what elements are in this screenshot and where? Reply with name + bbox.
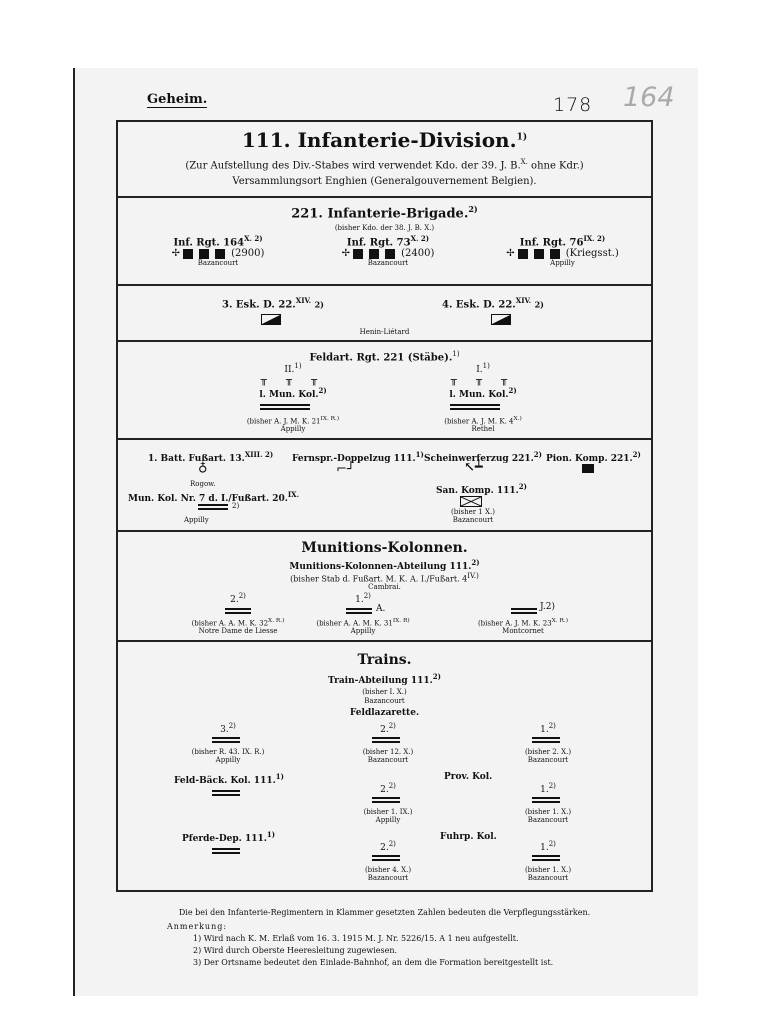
munition-sub2: (bisher Stab d. Fußart. M. K. A. I./Fußart. $4^{IV.)}$ xyxy=(290,572,479,584)
artillery-bisher-II: (bisher A. J. M. K. $21^{IX. R.)}$ Appilly xyxy=(246,416,340,434)
regiment-164: Inf. Rgt. $164^{X. 2)}$ ✢ (2900) Bazancourt xyxy=(171,234,265,268)
fuhr-column-1: 1.$^{2)}$ xyxy=(540,840,556,853)
order-of-battle-frame xyxy=(116,120,653,892)
cavalry-place: Henin-Liétard xyxy=(359,328,410,336)
provision-column-icon xyxy=(372,797,400,803)
munition-column-icon xyxy=(450,404,500,410)
division-line1: (Zur Aufstellung des Div.-Stabes wird verwendet Kdo. der 39. J. B.$^{X.}$ ohne Kdr.) xyxy=(185,158,584,172)
munition-column-2: 2.$^{2)}$ xyxy=(230,592,246,605)
munition-column-J-suffix: J.2) xyxy=(540,602,556,612)
trains-sub1: Train-Abteilung 111.$^{2)}$ xyxy=(328,672,441,686)
transport-column-icon xyxy=(532,855,560,861)
division-section xyxy=(118,122,651,198)
lazarett-3-bisher: (bisher R. 43. IX. R.) Appilly xyxy=(191,748,265,764)
provision-column-icon xyxy=(532,797,560,803)
cavalry-section xyxy=(118,286,651,342)
fuhr-column-1-bisher: (bisher 1. X.) Bazancourt xyxy=(524,866,572,882)
cavalry-unit-4: 4. Esk. D. 22.$^{XIV.}$ 2) xyxy=(442,296,544,311)
battalion-icon xyxy=(183,249,193,259)
handwritten-number: 164 xyxy=(623,82,675,113)
munition-column-icon xyxy=(346,608,372,614)
pioneer-icon xyxy=(582,464,594,473)
footnote-3: 3) Der Ortsname bedeutet den Einlade-Bahnhof, an dem die Formation bereitgestellt ist. xyxy=(193,958,554,967)
battalion-icon xyxy=(369,249,379,259)
battalion-icon xyxy=(385,249,395,259)
munition-column-icon xyxy=(225,608,251,614)
telephone-icon: ⌐┘ xyxy=(336,462,355,477)
munition-column-1-suffix: A. xyxy=(376,604,386,614)
trains-sub2: (bisher I. X.) xyxy=(362,688,407,696)
munition-column-icon xyxy=(511,608,537,614)
horse-depot-icon xyxy=(212,848,240,854)
field-bakery-column: Feld-Bäck. Kol. 111.$^{1)}$ xyxy=(174,772,284,786)
lazarett-icon xyxy=(212,737,240,743)
munition-column-2-bisher: (bisher A. A. M. K. $32^{X. R.)}$ Notre Dame de Liesse xyxy=(191,618,285,636)
footer-label: Anmerkung: xyxy=(167,922,228,931)
lazarett-icon xyxy=(532,737,560,743)
munition-sub1: Munitions-Kolonnen-Abteilung 111.$^{2)}$ xyxy=(289,558,480,572)
san-bisher: (bisher 1 X.) Bazancourt xyxy=(451,508,495,524)
regiment-76: Inf. Rgt. $76^{IX. 2)}$ ✢ (Kriegsst.) Appilly xyxy=(506,234,619,268)
page-number: 178 xyxy=(553,94,593,116)
sanitary-icon xyxy=(460,496,482,507)
transport-column-icon xyxy=(372,855,400,861)
lazarett-2-bisher: (bisher 12. X.) Bazancourt xyxy=(362,748,414,764)
prov-column-1-bisher: (bisher 1. X.) Bazancourt xyxy=(524,808,572,824)
munition-column-icon xyxy=(260,404,310,410)
cavalry-flag-icon xyxy=(491,314,511,325)
munkol-note: 2) xyxy=(232,502,240,510)
munition-column-J-bisher: (bisher A. J. M. K. $23^{X. R.)}$ Montcornet xyxy=(477,618,569,636)
lazarett-icon xyxy=(372,737,400,743)
artillery-section xyxy=(118,342,651,440)
munition-columns-section xyxy=(118,532,651,642)
fussart-battery: 1. Batt. Fußart. 13.$^{XIII. 2)}$ xyxy=(148,450,274,464)
prov-column-1: 1.$^{2)}$ xyxy=(540,782,556,795)
artillery-group-I: I.$^{1)}$ ╥ ╥ ╥ l. Mun. Kol.$^{2)}$ xyxy=(418,362,548,400)
provision-column-label: Prov. Kol. xyxy=(444,772,493,782)
munition-column-1-bisher: (bisher A. A. M. K. $31^{IX. R)}$ Appilly xyxy=(316,618,410,636)
munition-column-icon xyxy=(198,504,228,510)
battalion-icon xyxy=(550,249,560,259)
searchlight-platoon: Scheinwerferzug 221.$^{2)}$ xyxy=(424,450,542,464)
brigade-sub: (bisher Kdo. der 38. J. B. X.) xyxy=(334,224,435,232)
fussart-place: Rogow. xyxy=(190,480,216,488)
document-page xyxy=(73,68,698,996)
brigade-title: 221. Infanterie-Brigade.$^{2)}$ xyxy=(291,204,478,222)
trains-section xyxy=(118,642,651,894)
lazarett-2: 2.$^{2)}$ xyxy=(380,722,396,735)
sanitary-company: San. Komp. 111.$^{2)}$ xyxy=(436,482,527,496)
cross-icon: ✢ xyxy=(341,248,350,260)
battalion-icon xyxy=(353,249,363,259)
munkol-place: Appilly xyxy=(184,516,209,524)
lazarett-3: 3.$^{2)}$ xyxy=(220,722,236,735)
cavalry-flag-icon xyxy=(261,314,281,325)
artillery-bisher-I: (bisher A. J. M. K. $4^{X.)}$ Rethel xyxy=(444,416,522,434)
fuhr-column-2: 2.$^{2)}$ xyxy=(380,840,396,853)
prov-column-2-bisher: (bisher 1. IX.) Appilly xyxy=(363,808,413,824)
pioneer-company: Pion. Komp. 221.$^{2)}$ xyxy=(546,450,641,464)
lazarett-1: 1.$^{2)}$ xyxy=(540,722,556,735)
footnote-2: 2) Wird durch Oberste Heeresleitung zugewiesen. xyxy=(193,946,398,955)
munition-title: Munitions-Kolonnen. xyxy=(301,540,468,556)
searchlight-icon: ↖┷ xyxy=(464,460,483,475)
cross-icon: ✢ xyxy=(506,248,515,260)
battalion-icon xyxy=(215,249,225,259)
trains-title: Trains. xyxy=(357,652,412,668)
artillery-title: Feldart. Rgt. 221 (Stäbe).$^{1)}$ xyxy=(309,350,460,364)
transport-column-label: Fuhrp. Kol. xyxy=(440,832,497,842)
battery-icons: ╥ ╥ ╥ xyxy=(450,375,516,386)
feldlazarette-title: Feldlazarette. xyxy=(349,708,420,718)
munition-sub3: Cambrai. xyxy=(368,583,401,591)
prov-column-2: 2.$^{2)}$ xyxy=(380,782,396,795)
cavalry-unit-3: 3. Esk. D. 22.$^{XIV.}$ 2) xyxy=(222,296,324,311)
battalion-icon xyxy=(534,249,544,259)
telephone-platoon: Fernspr.-Doppelzug 111.$^{1)}$ xyxy=(292,450,424,464)
bakery-column-icon xyxy=(212,790,240,796)
brigade-section xyxy=(118,198,651,286)
division-title: 111. Infanterie-Division.$^{1)}$ xyxy=(241,128,528,152)
footnote-1: 1) Wird nach K. M. Erlaß vom 16. 3. 1915 M. J. Nr. 5226/15. A 1 neu aufgestellt. xyxy=(193,934,519,943)
battery-icons: ╥ ╥ ╥ xyxy=(260,375,326,386)
battalion-icon xyxy=(518,249,528,259)
battalion-icon xyxy=(199,249,209,259)
fuhr-column-2-bisher: (bisher 4. X.) Bazancourt xyxy=(364,866,412,882)
regiment-73: Inf. Rgt. $73^{X. 2)}$ ✢ (2400) Bazancourt xyxy=(341,234,435,268)
heavy-artillery-icon: ♁ xyxy=(198,460,208,475)
artillery-group-II: II.$^{1)}$ ╥ ╥ ╥ l. Mun. Kol.$^{2)}$ xyxy=(228,362,358,400)
munition-column-7: Mun. Kol. Nr. 7 d. I./Fußart. 20.$^{IX.}$ xyxy=(128,490,300,504)
division-line2: Versammlungsort Enghien (Generalgouvernement Belgien). xyxy=(232,176,537,187)
trains-sub3: Bazancourt xyxy=(364,697,405,705)
footer-intro: Die bei den Infanterie-Regimentern in Klammer gesetzten Zahlen bedeuten die Verpflegungsstärken. xyxy=(178,908,591,917)
cross-icon: ✢ xyxy=(171,248,180,260)
lazarett-1-bisher: (bisher 2. X.) Bazancourt xyxy=(524,748,572,764)
geheim-label: Geheim. xyxy=(147,92,208,107)
horse-depot: Pferde-Dep. 111.$^{1)}$ xyxy=(182,830,276,844)
munition-column-1: 1.$^{2)}$ xyxy=(355,592,371,605)
special-units-section xyxy=(118,440,651,532)
